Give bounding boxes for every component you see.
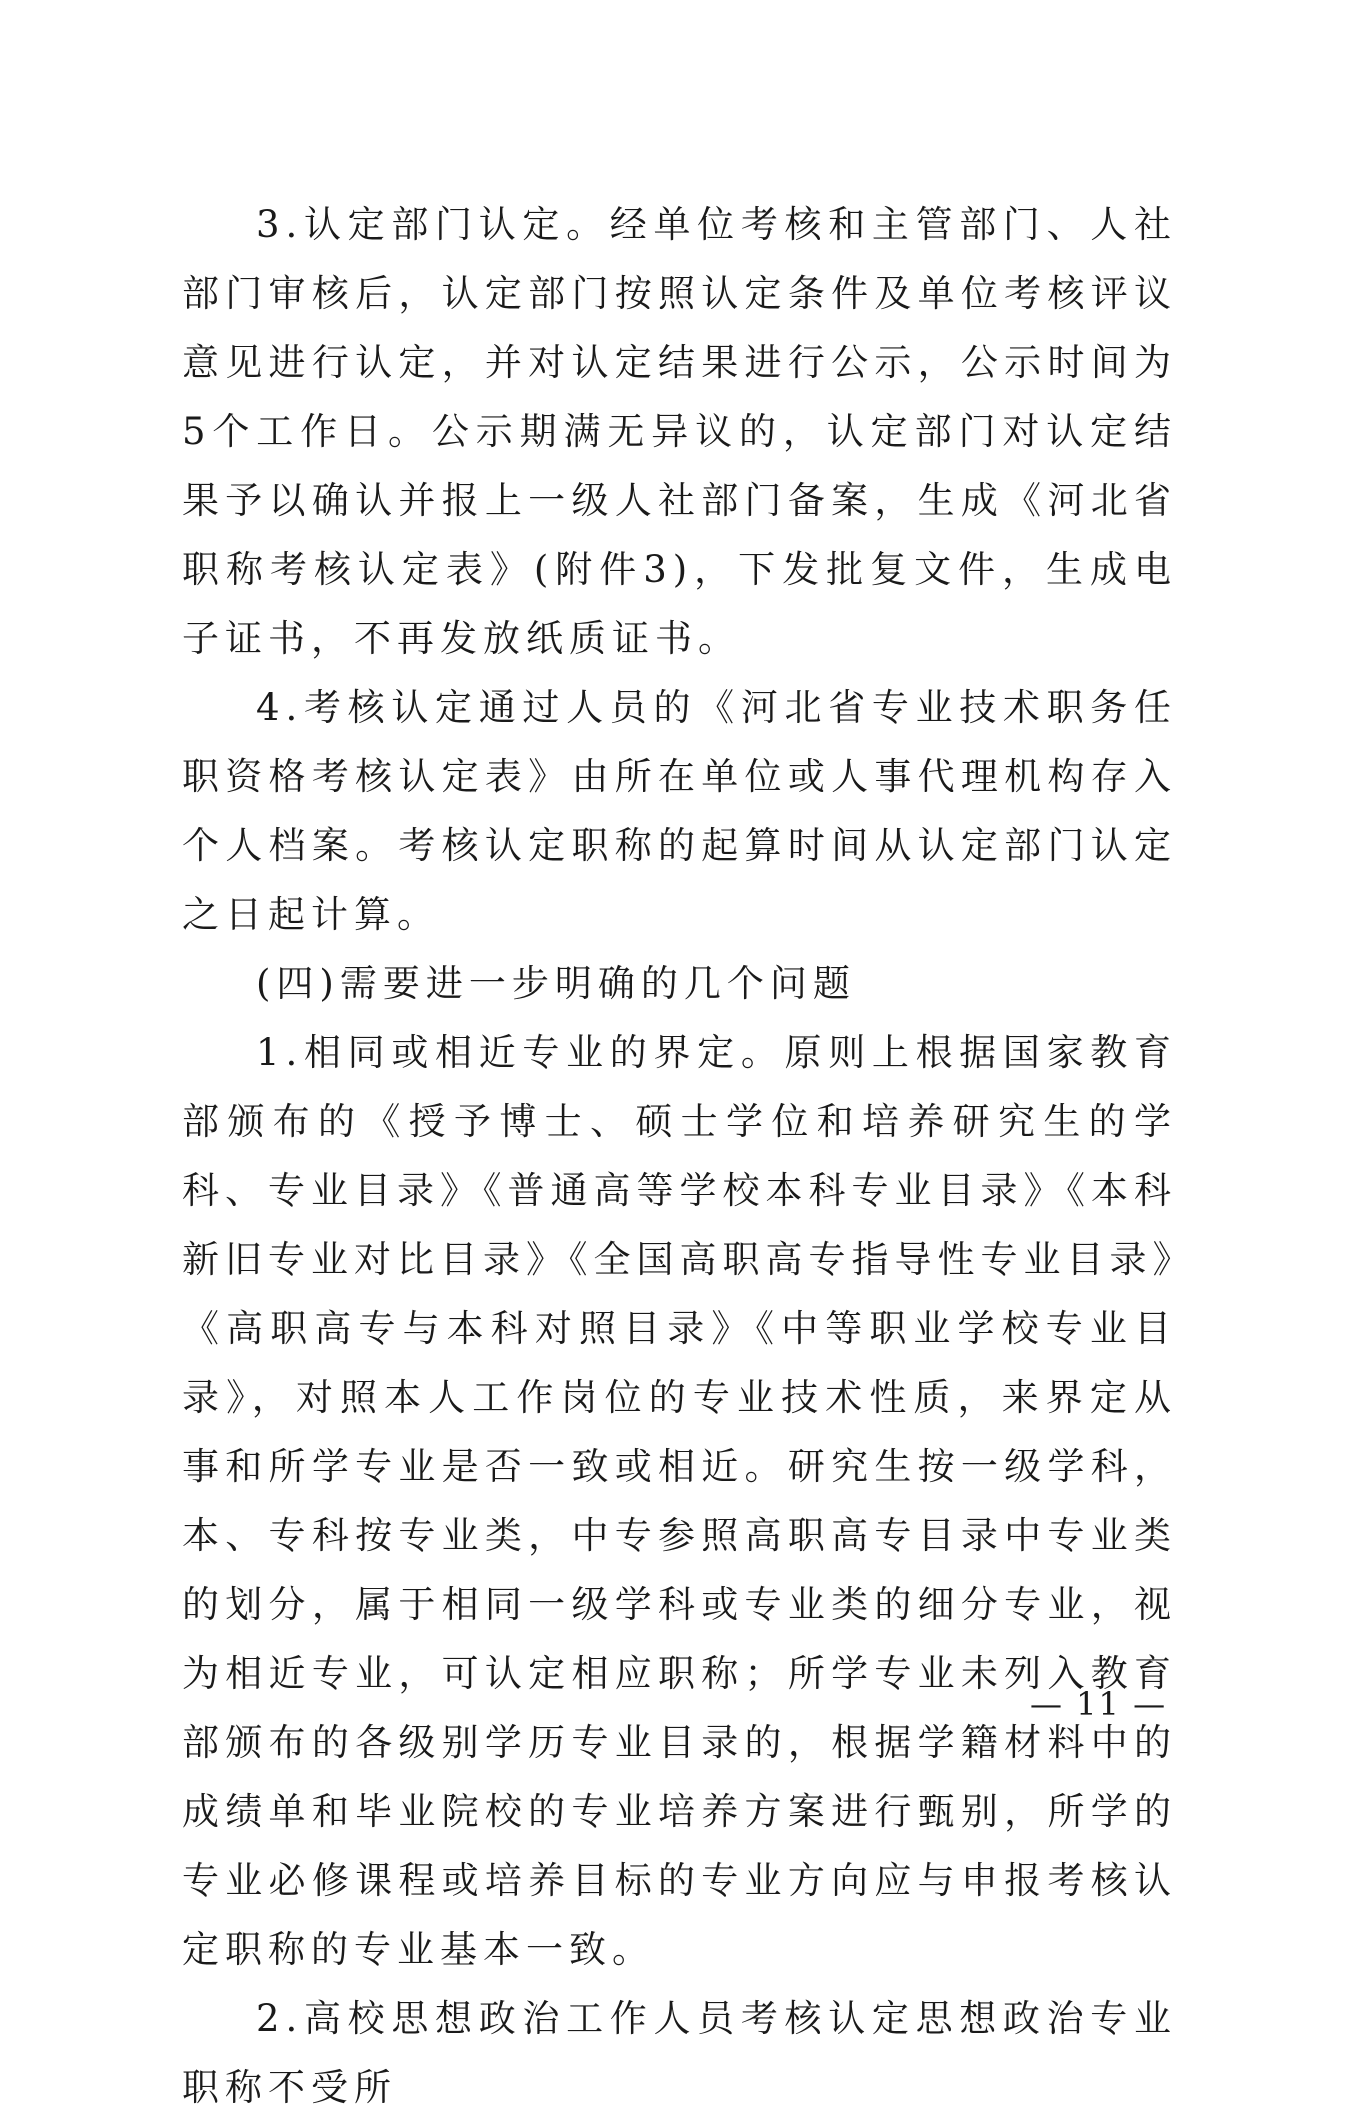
section-heading-four: (四)需要进一步明确的几个问题 <box>256 962 856 1005</box>
document-body <box>182 190 1177 2122</box>
paragraph-item-1-major-definition: 1.相同或相近专业的界定。原则上根据国家教育部颁布的《授予博士、硕士学位和培养研究生的学科、专业目录》《普通高等学校本科专业目录》《本科新旧专业对比目录》《全国高职高专指导性专业目录》《高职高专与本科对照目录》《中等职业学校专业目录》，对照本人工作岗位的专业技术性质，来界定从事和所学专业是否一致或相近。研究生按一级学科，本、专科按专业类，中专参照高职高专目录中专业类的划分，属于相同一级学科或专业类的细分专业，视为相近专业，可认定相应职称；所学专业未列入教育部颁布的各级别学历专业目录的，根据学籍材料中的成绩单和毕业院校的专业培养方案进行甄别，所学的专业必修课程或培养目标的专业方向应与申报考核认定职称的专业基本一致。 <box>182 1031 1177 1971</box>
page-number: — 11 — <box>1030 1685 1168 1723</box>
paragraph-item-3-recognition: 3.认定部门认定。经单位考核和主管部门、人社部门审核后，认定部门按照认定条件及单位考核评议意见进行认定，并对认定结果进行公示，公示时间为5个工作日。公示期满无异议的，认定部门对认定结果予以确认并报上一级人社部门备案，生成《河北省职称考核认定表》(附件3)，下发批复文件，生成电子证书，不再发放纸质证书。 <box>182 203 1177 660</box>
paragraph-item-4-archive: 4.考核认定通过人员的《河北省专业技术职务任职资格考核认定表》由所在单位或人事代理机构存入个人档案。考核认定职称的起算时间从认定部门认定之日起计算。 <box>182 686 1177 936</box>
paragraph-item-2-ideological-staff: 2.高校思想政治工作人员考核认定思想政治专业职称不受所 <box>182 1997 1177 2109</box>
